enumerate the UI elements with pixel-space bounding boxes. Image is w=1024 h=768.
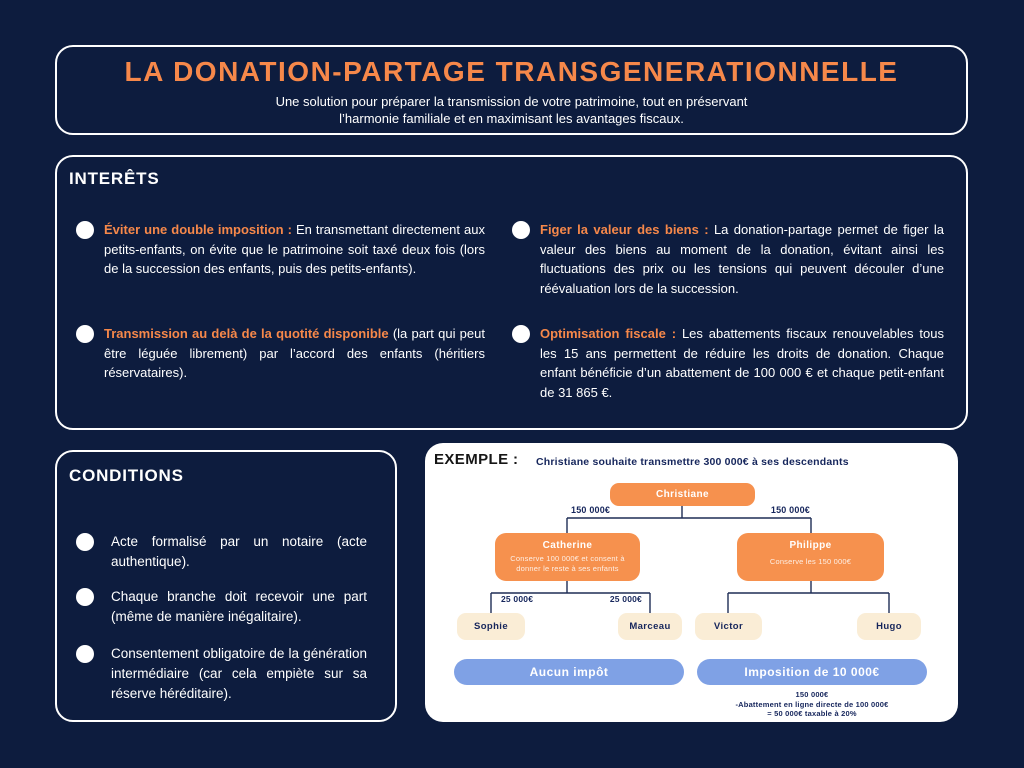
bullet-circle: [76, 325, 94, 343]
condition-item-notaire: [76, 532, 367, 572]
result-badge-taxed: Imposition de 10 000€: [697, 659, 927, 685]
result-badge-no-tax: Aucun impôt: [454, 659, 684, 685]
benefit-text-block: [104, 220, 485, 279]
benefit-item-quotite: [76, 324, 485, 383]
header-panel: [55, 45, 968, 135]
page-title: LA DONATION-PARTAGE TRANSGENERATIONNELLE: [124, 56, 899, 87]
tree-node-catherine: [495, 533, 640, 581]
subtitle-line-2: l’harmonie familiale et en maximisant les avantages fiscaux.: [339, 110, 684, 126]
condition-item-consentement: [76, 644, 367, 704]
conditions-panel: [55, 450, 397, 722]
benefit-text: En transmettant directement aux petits-enfants, on évite que le patrimoine soit taxé deux fois (lors de la succession des enfants, puis des petits-enfants).: [104, 222, 485, 276]
child-note: Conserve les 150 000€: [769, 557, 852, 566]
calc-line-3: = 50 000€ taxable à 20%: [767, 709, 857, 718]
conditions-heading: CONDITIONS: [69, 466, 184, 485]
tree-node-sophie: Sophie: [457, 613, 525, 640]
benefit-text-block: [104, 324, 485, 383]
tree-node-marceau: Marceau: [618, 613, 682, 640]
child-name: Catherine: [542, 540, 593, 551]
example-subtitle: Christiane souhaite transmettre 300 000€ à ses descendants: [536, 456, 849, 468]
benefits-heading: INTERÊTS: [69, 169, 160, 188]
bullet-circle: [512, 221, 530, 239]
branch-amount-right: 150 000€: [770, 505, 810, 515]
child-note: Conserve 100 000€ et consent à donner le reste à ses enfants: [510, 554, 625, 573]
grandchild-amount-right: 25 000€: [609, 594, 642, 604]
benefit-title: Figer la valeur des biens :: [540, 222, 709, 237]
branch-amount-left: 150 000€: [571, 505, 611, 515]
bullet-circle: [76, 221, 94, 239]
child-name: Philippe: [789, 540, 832, 551]
calc-line-1: 150 000€: [795, 690, 829, 699]
tree-node-philippe: [737, 533, 884, 581]
bullet-circle: [76, 533, 94, 551]
condition-text: Acte formalisé par un notaire (acte authentique).: [111, 534, 367, 569]
calc-line-2: -Abattement en ligne directe de 100 000€: [735, 699, 889, 709]
condition-text: Consentement obligatoire de la génération intermédiaire (car cela empiète sur sa réserve héréditaire).: [111, 646, 367, 701]
benefit-text: Les abattements fiscaux renouvelables tous les 15 ans permettent de réduire les droits de donation. Chaque enfant bénéficie d’un abattement de 100 000 € et chaque petit-enfant de 31 865 €.: [540, 326, 944, 400]
benefit-item-double-imposition: [76, 220, 485, 279]
tree-node-victor: Victor: [695, 613, 762, 640]
bullet-circle: [512, 325, 530, 343]
example-heading: EXEMPLE :: [434, 451, 519, 468]
benefit-title: Transmission au delà de la quotité disponible: [104, 326, 389, 341]
benefit-text: (la part qui peut être léguée librement) par l’accord des enfants (héritiers réservataires).: [104, 326, 485, 380]
benefit-text: La donation-partage permet de figer la valeur des biens au moment de la donation, évitant ainsi les fluctuations des prix ou les tensions qui peuvent découler d’une réévaluation lors de la succession.: [540, 222, 944, 296]
condition-item-branche: [76, 587, 367, 627]
benefit-text-block: [540, 324, 944, 402]
bullet-circle: [76, 588, 94, 606]
tree-node-christiane: Christiane: [610, 483, 755, 506]
benefit-item-optimisation-fiscale: [512, 324, 944, 402]
benefit-title: Optimisation fiscale :: [540, 326, 677, 341]
benefit-item-figer-valeur: [512, 220, 944, 298]
example-panel: [425, 443, 958, 722]
bullet-circle: [76, 645, 94, 663]
condition-text: Chaque branche doit recevoir une part (même de manière inégalitaire).: [111, 589, 367, 624]
benefits-panel: [55, 155, 968, 430]
benefit-text-block: [540, 220, 944, 298]
benefit-title: Éviter une double imposition :: [104, 222, 292, 237]
tree-node-hugo: Hugo: [857, 613, 921, 640]
grandchild-amount-left: 25 000€: [501, 594, 534, 604]
tax-calculation-note: [697, 690, 927, 719]
subtitle-line-1: Une solution pour préparer la transmission de votre patrimoine, tout en préservant: [275, 94, 748, 109]
page-subtitle: [57, 88, 966, 127]
